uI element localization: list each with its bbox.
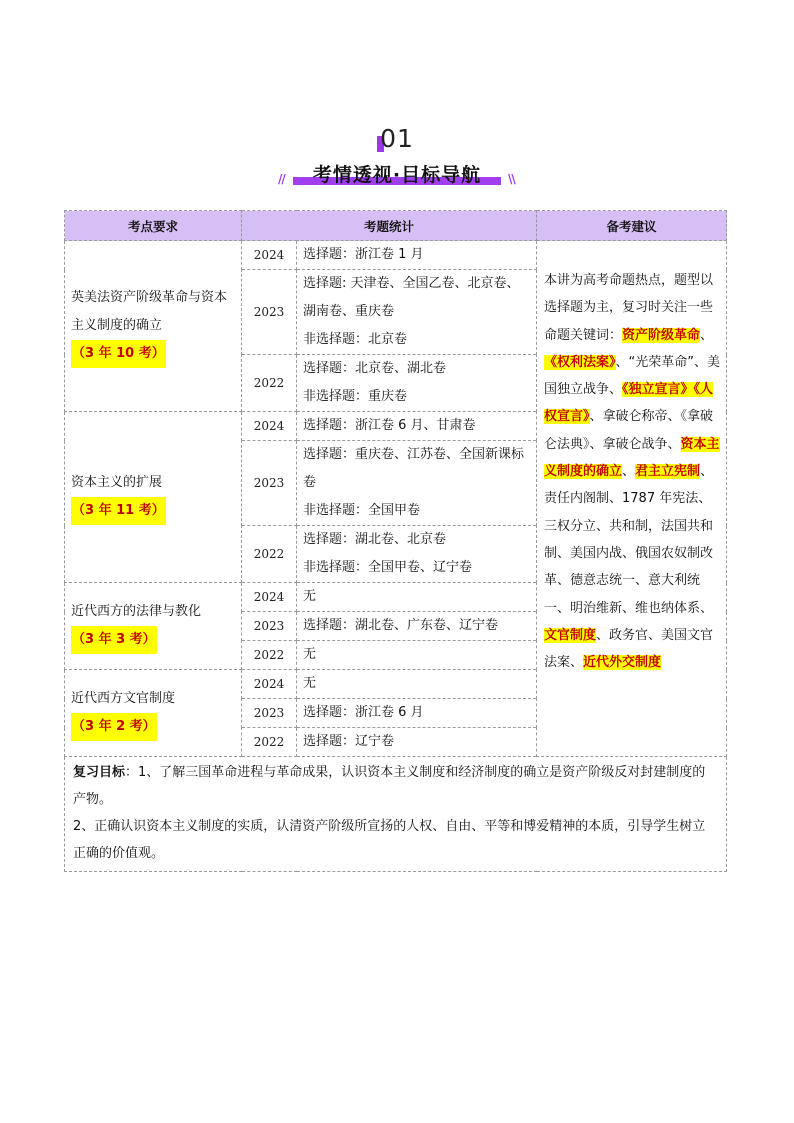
question-stats-line: 选择题：北京卷、湖北卷 bbox=[303, 361, 447, 376]
header-advice: 备考建议 bbox=[537, 211, 727, 241]
question-stats-line: 无 bbox=[303, 676, 317, 691]
question-stats-line: 非选择题：重庆卷 bbox=[303, 389, 408, 404]
advice-keyword-highlight: 《权利法案》 bbox=[544, 354, 616, 370]
year-cell: 2024 bbox=[242, 583, 297, 612]
year-cell: 2024 bbox=[242, 412, 297, 441]
review-goal-text-1: ：1、了解三国革命进程与革命成果，认识资本主义制度和经济制度的确立是资产阶级反对封建制度的产物。 bbox=[73, 765, 706, 807]
exam-analysis-table bbox=[64, 210, 727, 872]
topic-cell bbox=[65, 583, 242, 670]
advice-keyword-highlight: 资产阶级革命 bbox=[622, 327, 701, 343]
table-header-row bbox=[65, 211, 727, 241]
topic-cell bbox=[65, 241, 242, 412]
topic-exam-count: （3 年 2 考） bbox=[71, 713, 157, 741]
question-stats-line: 无 bbox=[303, 647, 317, 662]
advice-cell bbox=[537, 241, 727, 757]
advice-keyword-highlight: 君主立宪制 bbox=[635, 464, 701, 480]
header-topic: 考点要求 bbox=[65, 211, 242, 241]
advice-text: 、 bbox=[700, 327, 714, 343]
advice-keyword-highlight: 资本主义制度的确立 bbox=[544, 436, 720, 480]
question-stats-line: 选择题：浙江卷 6 月、甘肃卷 bbox=[303, 418, 476, 433]
year-cell: 2023 bbox=[242, 270, 297, 355]
advice-keyword-highlight: 《独立宣言》《人权宣言》 bbox=[544, 382, 714, 425]
question-stats-line: 非选择题：北京卷 bbox=[303, 332, 408, 347]
topic-cell bbox=[65, 670, 242, 757]
question-stats-line: 无 bbox=[303, 589, 317, 604]
year-cell: 2022 bbox=[242, 355, 297, 412]
year-cell: 2022 bbox=[242, 728, 297, 757]
advice-text: 、拿破仑称帝、《拿破仑法典》、拿破仑战争、 bbox=[544, 409, 714, 452]
advice-text: 、 bbox=[622, 464, 636, 480]
table-row bbox=[65, 241, 727, 270]
question-stats-line: 非选择题：全国甲卷、辽宁卷 bbox=[303, 560, 473, 575]
section-number-wrap bbox=[0, 124, 794, 153]
advice-keyword-highlight: 文官制度 bbox=[544, 627, 597, 643]
advice-text: 本讲为高考命题热点，题型以选择题为主，复习时关注一些命题关键词： bbox=[544, 273, 714, 343]
advice-text: 、政务官、美国文官法案、 bbox=[544, 627, 714, 671]
question-stats-cell bbox=[297, 270, 537, 355]
year-cell: 2024 bbox=[242, 670, 297, 699]
question-stats-line: 选择题：浙江卷 6 月 bbox=[303, 705, 424, 720]
question-stats-line: 非选择题：全国甲卷 bbox=[303, 503, 421, 518]
review-goal-row bbox=[65, 757, 727, 872]
question-stats-line: 选择题：重庆卷、江苏卷、全国新课标卷 bbox=[303, 447, 525, 490]
section-number: 01 bbox=[380, 124, 414, 153]
section-title: 考情透视·目标导航 bbox=[312, 164, 482, 186]
question-stats-cell bbox=[297, 641, 537, 670]
topic-name: 近代西方的法律与教化 bbox=[71, 604, 202, 619]
topic-exam-count: （3 年 3 考） bbox=[71, 626, 157, 654]
question-stats-line: 选择题：辽宁卷 bbox=[303, 734, 395, 749]
question-stats-cell bbox=[297, 526, 537, 583]
question-stats-line: 选择题：湖北卷、广东卷、辽宁卷 bbox=[303, 618, 499, 633]
topic-exam-count: （3 年 11 考） bbox=[71, 497, 166, 525]
question-stats-cell bbox=[297, 583, 537, 612]
review-goal-line-2: 2、正确认识资本主义制度的实质，认清资产阶级所宣扬的人权、自由、平等和博爱精神的本质，引导学生树立正确的价值观。 bbox=[73, 819, 706, 861]
question-stats-cell bbox=[297, 441, 537, 526]
year-cell: 2024 bbox=[242, 241, 297, 270]
question-stats-cell bbox=[297, 612, 537, 641]
question-stats-cell bbox=[297, 728, 537, 757]
left-slash-decoration: // bbox=[278, 172, 285, 186]
year-cell: 2023 bbox=[242, 612, 297, 641]
review-goal-line-1 bbox=[73, 759, 718, 813]
header-stats: 考题统计 bbox=[242, 211, 537, 241]
advice-text: 、“光荣革命”、美国独立战争、 bbox=[544, 354, 721, 398]
review-goal-cell bbox=[65, 757, 727, 872]
advice-keyword-highlight: 近代外交制度 bbox=[583, 655, 662, 671]
year-cell: 2023 bbox=[242, 441, 297, 526]
question-stats-line: 选择题：浙江卷 1 月 bbox=[303, 247, 424, 262]
topic-cell bbox=[65, 412, 242, 583]
question-stats-line: 选择题: 天津卷、全国乙卷、北京卷、湖南卷、重庆卷 bbox=[303, 276, 520, 319]
question-stats-cell bbox=[297, 355, 537, 412]
year-cell: 2022 bbox=[242, 526, 297, 583]
question-stats-cell bbox=[297, 241, 537, 270]
right-slash-decoration: \\ bbox=[508, 172, 515, 186]
question-stats-cell bbox=[297, 699, 537, 728]
review-goal-label: 复习目标 bbox=[73, 765, 126, 780]
year-cell: 2022 bbox=[242, 641, 297, 670]
advice-text: 、责任内阁制、1787 年宪法、三权分立、共和制，法国共和制、美国内战、俄国农奴制改革、德意志统一、意大利统一、明治维新、维也纳体系、 bbox=[544, 464, 714, 616]
year-cell: 2023 bbox=[242, 699, 297, 728]
question-stats-line: 选择题：湖北卷、北京卷 bbox=[303, 532, 447, 547]
topic-name: 近代西方文官制度 bbox=[71, 691, 176, 706]
topic-name: 英美法资产阶级革命与资本主义制度的确立 bbox=[71, 290, 228, 333]
question-stats-cell bbox=[297, 412, 537, 441]
topic-exam-count: （3 年 10 考） bbox=[71, 340, 166, 368]
topic-name: 资本主义的扩展 bbox=[71, 475, 163, 490]
question-stats-cell bbox=[297, 670, 537, 699]
